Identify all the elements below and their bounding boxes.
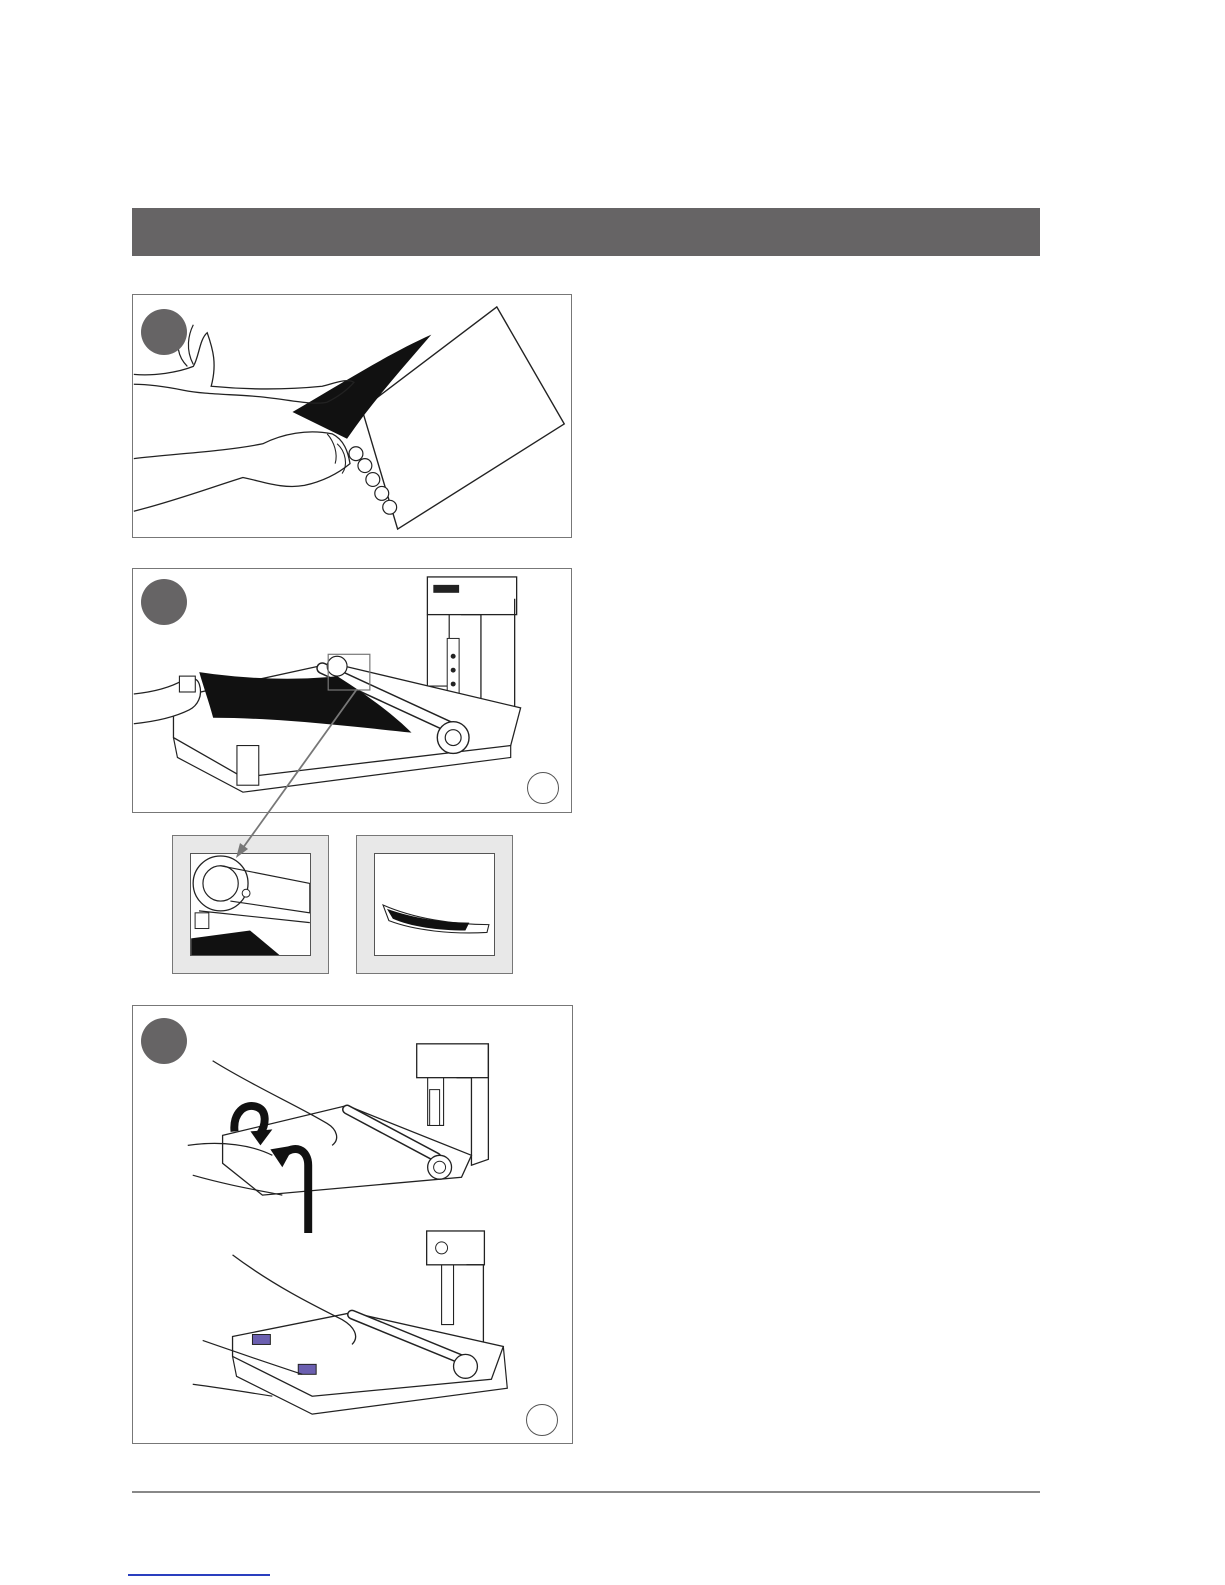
bottom-link-underline[interactable] [128,1574,270,1576]
step-2-figure [132,568,572,813]
step-2-reference-circle [527,772,559,804]
footer-rule [132,1491,1040,1493]
peeling-film-illustration [133,295,571,537]
step-1-badge [141,309,187,355]
step-3-reference-circle [526,1404,558,1436]
laminator-positioning-illustration [133,1006,572,1443]
detail-film-curl [356,835,513,974]
step-2-badge [141,579,187,625]
section-header-bar [132,208,1040,256]
detail-roller-image [190,853,311,956]
step-3-badge [141,1018,187,1064]
film-curl-illustration [375,854,494,955]
detail-roller-closeup [172,835,329,974]
step-1-figure [132,294,572,538]
roller-closeup-illustration [191,854,310,955]
step-3-figure [132,1005,573,1444]
detail-film-image [374,853,495,956]
laminator-feed-illustration [133,569,571,812]
